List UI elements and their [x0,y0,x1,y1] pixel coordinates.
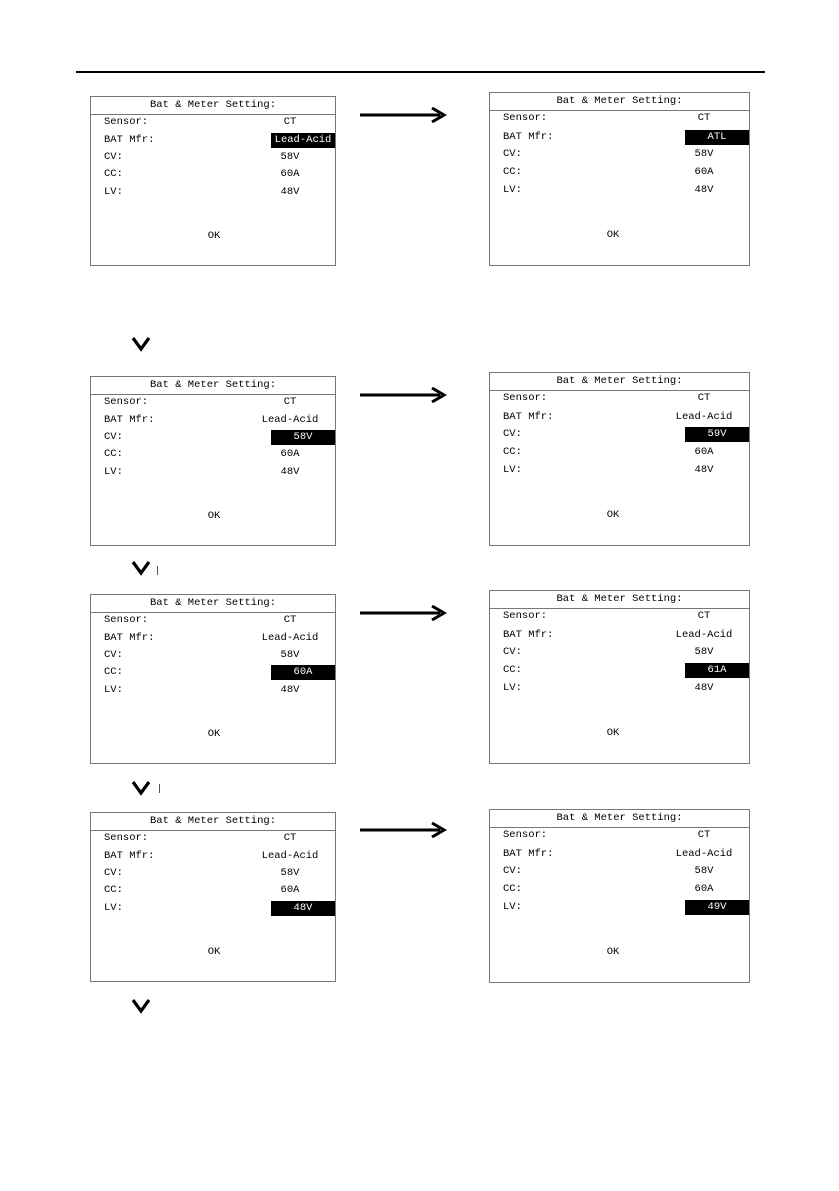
ok-button[interactable]: OK [606,509,620,521]
setting-label: CC: [503,166,522,178]
settings-screen [489,372,750,546]
setting-value[interactable]: CT [283,614,297,626]
screen-title: Bat & Meter Setting: [91,97,335,115]
setting-value[interactable]: 58V [694,148,714,160]
setting-value[interactable]: 48V [694,184,714,196]
setting-row-cc[interactable] [490,445,749,460]
setting-label: BAT Mfr: [503,131,554,143]
screen-title: Bat & Meter Setting: [91,377,335,395]
right-arrow-icon [360,387,450,403]
setting-label: Sensor: [104,396,149,408]
setting-row-cc[interactable] [91,447,335,462]
setting-row-sensor[interactable] [91,115,335,130]
setting-label: LV: [503,184,522,196]
setting-row-bat-mfr[interactable] [490,410,749,425]
settings-screen [90,376,336,546]
setting-row-bat-mfr[interactable] [490,847,749,862]
setting-label: CV: [503,148,522,160]
setting-label: CC: [104,666,123,678]
setting-value[interactable]: CT [283,396,297,408]
setting-value[interactable]: 58V [280,151,300,163]
setting-row-lv[interactable] [91,901,335,916]
setting-value[interactable]: 48V [271,901,335,916]
setting-row-sensor[interactable] [91,613,335,628]
setting-row-sensor[interactable] [91,831,335,846]
setting-row-cv[interactable] [490,864,749,879]
setting-label: LV: [104,684,123,696]
down-chevron-icon [131,336,151,352]
setting-row-cv[interactable] [91,648,335,663]
setting-label: BAT Mfr: [503,848,554,860]
setting-value[interactable]: 48V [280,186,300,198]
setting-label: BAT Mfr: [104,414,155,426]
cursor-mark [157,566,158,575]
settings-screen [489,590,750,764]
setting-label: CC: [104,884,123,896]
setting-row-sensor[interactable] [490,391,749,406]
setting-label: LV: [104,466,123,478]
setting-value[interactable]: Lead-Acid [675,629,733,641]
setting-value[interactable]: Lead-Acid [271,133,335,148]
setting-label: CC: [104,448,123,460]
screen-title: Bat & Meter Setting: [91,595,335,613]
setting-value[interactable]: 58V [280,867,300,879]
setting-value[interactable]: 58V [280,649,300,661]
setting-row-bat-mfr[interactable] [91,413,335,428]
ok-button[interactable]: OK [606,727,620,739]
setting-value[interactable]: CT [697,392,711,404]
setting-value[interactable]: Lead-Acid [261,632,319,644]
setting-label: Sensor: [503,829,548,841]
setting-row-bat-mfr[interactable] [91,849,335,864]
settings-screen [489,92,750,266]
setting-row-sensor[interactable] [490,111,749,126]
right-arrow-icon [360,605,450,621]
setting-value[interactable]: 60A [694,446,714,458]
ok-button[interactable]: OK [207,946,221,958]
right-arrow-icon [360,107,450,123]
setting-value[interactable]: CT [697,610,711,622]
ok-button[interactable]: OK [207,230,221,242]
setting-value[interactable]: 60A [280,884,300,896]
setting-label: BAT Mfr: [104,632,155,644]
down-chevron-icon [131,560,151,576]
setting-value[interactable]: 61A [685,663,749,678]
screen-title: Bat & Meter Setting: [490,93,749,111]
setting-row-lv[interactable] [91,185,335,200]
setting-label: CC: [503,664,522,676]
setting-value[interactable]: 48V [694,464,714,476]
setting-row-lv[interactable] [91,465,335,480]
down-chevron-icon [131,998,151,1014]
setting-label: BAT Mfr: [104,134,155,146]
settings-screen [90,96,336,266]
setting-label: LV: [503,901,522,913]
setting-row-bat-mfr[interactable] [490,628,749,643]
setting-label: BAT Mfr: [503,629,554,641]
setting-label: CC: [503,883,522,895]
setting-row-lv[interactable] [490,183,749,198]
setting-row-cv[interactable] [91,866,335,881]
setting-row-cc[interactable] [91,665,335,680]
setting-row-lv[interactable] [490,681,749,696]
setting-label: CV: [503,646,522,658]
setting-value[interactable]: 49V [685,900,749,915]
setting-label: Sensor: [104,614,149,626]
setting-value[interactable]: 60A [271,665,335,680]
setting-value[interactable]: 60A [280,168,300,180]
settings-screen [90,812,336,982]
setting-row-lv[interactable] [91,683,335,698]
setting-row-lv[interactable] [490,463,749,478]
setting-row-sensor[interactable] [490,609,749,624]
setting-label: CC: [104,168,123,180]
setting-value[interactable]: CT [697,829,711,841]
setting-row-cc[interactable] [490,165,749,180]
setting-label: LV: [503,682,522,694]
setting-value[interactable]: 60A [694,883,714,895]
setting-row-bat-mfr[interactable] [91,133,335,148]
settings-screen [489,809,750,983]
setting-value[interactable]: Lead-Acid [675,848,733,860]
setting-value[interactable]: CT [283,116,297,128]
setting-label: Sensor: [503,112,548,124]
setting-label: LV: [503,464,522,476]
ok-button[interactable]: OK [207,510,221,522]
down-chevron-icon [131,780,151,796]
settings-screen [90,594,336,764]
setting-label: CC: [503,446,522,458]
setting-row-cc[interactable] [490,663,749,678]
header-rule [76,71,765,73]
setting-label: LV: [104,186,123,198]
setting-label: Sensor: [104,832,149,844]
setting-value[interactable]: CT [697,112,711,124]
setting-row-cv[interactable] [91,150,335,165]
setting-row-cv[interactable] [490,427,749,442]
setting-value[interactable]: 48V [280,684,300,696]
screen-title: Bat & Meter Setting: [490,810,749,828]
ok-button[interactable]: OK [207,728,221,740]
setting-row-cc[interactable] [490,882,749,897]
setting-label: CV: [503,428,522,440]
setting-row-cc[interactable] [91,883,335,898]
setting-row-cv[interactable] [490,147,749,162]
setting-row-sensor[interactable] [91,395,335,410]
setting-value[interactable]: CT [283,832,297,844]
setting-label: CV: [104,431,123,443]
setting-label: Sensor: [503,610,548,622]
setting-row-cv[interactable] [91,430,335,445]
cursor-mark [159,784,160,793]
setting-row-cv[interactable] [490,645,749,660]
setting-value[interactable]: ATL [685,130,749,145]
setting-value[interactable]: 48V [694,682,714,694]
setting-row-sensor[interactable] [490,828,749,843]
setting-row-cc[interactable] [91,167,335,182]
setting-value[interactable]: 60A [694,166,714,178]
setting-row-bat-mfr[interactable] [490,130,749,145]
setting-label: CV: [104,151,123,163]
setting-label: CV: [104,867,123,879]
screen-title: Bat & Meter Setting: [490,373,749,391]
setting-value[interactable]: Lead-Acid [261,414,319,426]
screen-title: Bat & Meter Setting: [91,813,335,831]
setting-label: BAT Mfr: [104,850,155,862]
setting-label: BAT Mfr: [503,411,554,423]
setting-row-lv[interactable] [490,900,749,915]
setting-label: LV: [104,902,123,914]
setting-label: Sensor: [503,392,548,404]
setting-value[interactable]: 48V [280,466,300,478]
setting-value[interactable]: 60A [280,448,300,460]
setting-value[interactable]: 58V [694,865,714,877]
ok-button[interactable]: OK [606,946,620,958]
setting-value[interactable]: Lead-Acid [675,411,733,423]
ok-button[interactable]: OK [606,229,620,241]
right-arrow-icon [360,822,450,838]
setting-value[interactable]: 58V [271,430,335,445]
setting-value[interactable]: 58V [694,646,714,658]
screen-title: Bat & Meter Setting: [490,591,749,609]
setting-row-bat-mfr[interactable] [91,631,335,646]
setting-label: CV: [503,865,522,877]
setting-label: Sensor: [104,116,149,128]
setting-value[interactable]: 59V [685,427,749,442]
setting-label: CV: [104,649,123,661]
setting-value[interactable]: Lead-Acid [261,850,319,862]
